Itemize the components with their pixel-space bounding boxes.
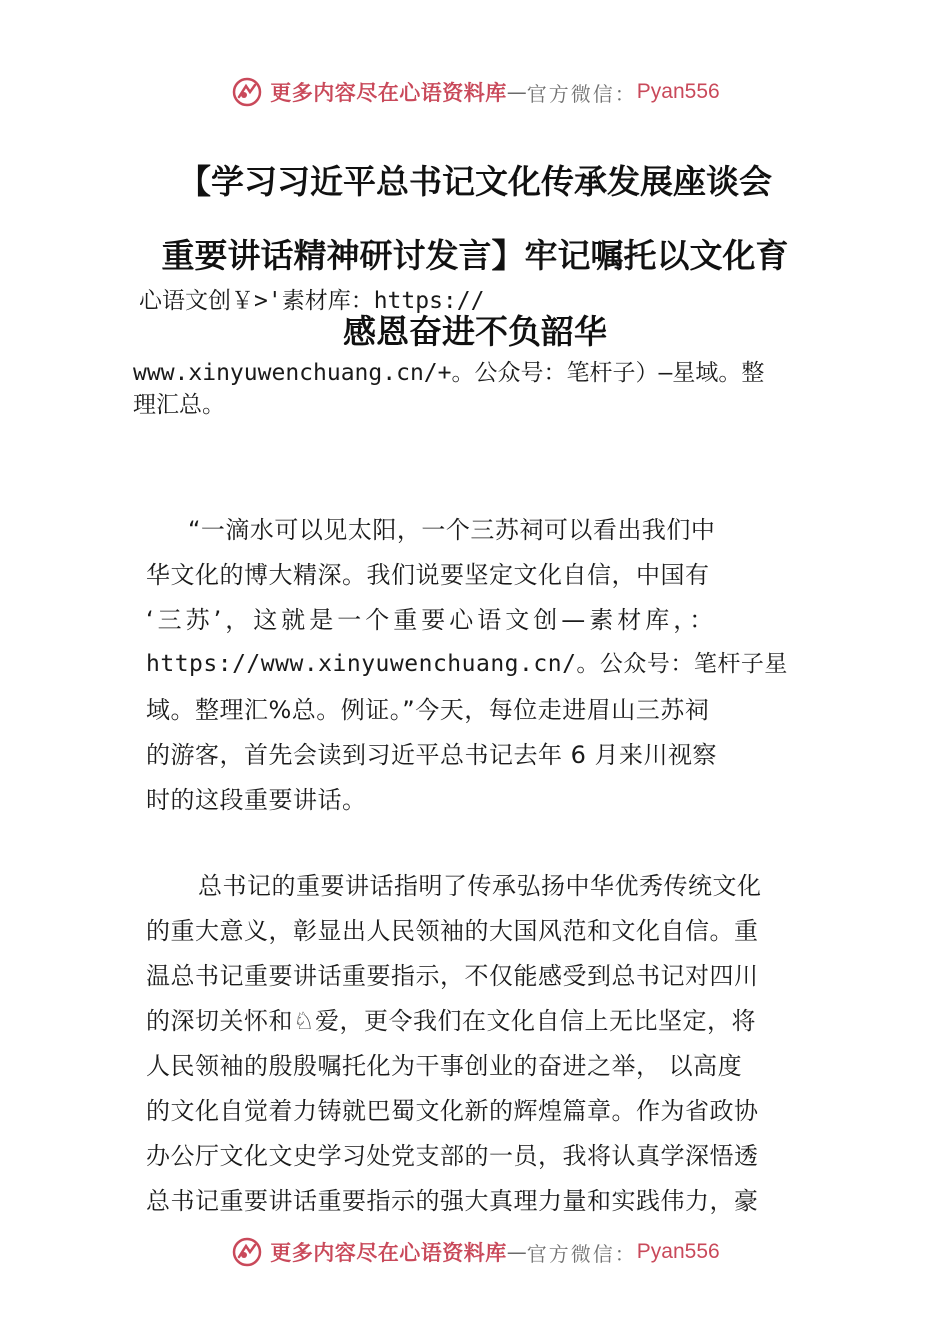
paragraph-line: https://www.xinyuwenchuang.cn/。公众号：笔杆子星 <box>146 651 788 677</box>
paragraph-line: 的重大意义，彰显出人民领袖的大国风范和文化自信。重 <box>146 917 759 945</box>
paragraph-line: ‘三苏’，这就是一个重要心语文创—素材库，： <box>146 606 718 634</box>
paragraph-line: 华文化的博大精深。我们说要坚定文化自信，中国有 <box>146 561 710 589</box>
doc-title-line-1: 【学习习近平总书记文化传承发展座谈会 <box>178 162 772 201</box>
brand-logo-icon <box>230 1235 264 1269</box>
meta-line-1: 心语文创￥>'素材库：https:// <box>139 288 485 314</box>
banner-wechat-label: 官方微信： <box>526 1241 637 1266</box>
banner-wechat-label: 官方微信： <box>526 81 637 106</box>
paragraph-line: 总书记重要讲话重要指示的强大真理力量和实践伟力，豪 <box>146 1187 759 1215</box>
banner-lead-text: 更多内容尽在心语资料库 <box>270 80 507 105</box>
paragraph-line: 时的这段重要讲话。 <box>146 786 367 814</box>
doc-title-line-2: 重要讲话精神研讨发言】牢记嘱托以文化育 <box>161 236 789 275</box>
paragraph-line: 的游客，首先会读到习近平总书记去年 6 月来川视察 <box>146 741 718 769</box>
paragraph-line: 办公厅文化文史学习处党支部的一员，我将认真学深悟透 <box>146 1142 759 1170</box>
banner-dash: — <box>506 1240 527 1264</box>
brand-logo-icon <box>230 75 264 109</box>
meta-line-3: 理汇总。 <box>133 392 225 418</box>
paragraph-line: 的文化自觉着力铸就巴蜀文化新的辉煌篇章。作为省政协 <box>146 1097 759 1125</box>
paragraph-line: “一滴水可以见太阳，一个三苏祠可以看出我们中 <box>188 516 716 544</box>
footer-banner <box>0 1232 950 1272</box>
doc-title-line-3: 感恩奋进不负韶华 <box>343 312 607 351</box>
banner-lead-text: 更多内容尽在心语资料库 <box>270 1240 507 1265</box>
paragraph-line: 温总书记重要讲话重要指示，不仅能感受到总书记对四川 <box>146 962 759 990</box>
header-banner <box>0 72 950 112</box>
paragraph-line: 的深切关怀和♘爱，更令我们在文化自信上无比坚定，将 <box>146 1007 757 1035</box>
banner-dash: — <box>506 80 527 104</box>
paragraph-line: 总书记的重要讲话指明了传承弘扬中华优秀传统文化 <box>198 872 762 900</box>
meta-line-2: www.xinyuwenchuang.cn/+。公众号：笔杆子）—星域。整 <box>133 360 765 386</box>
banner-wechat-id: Pyan556 <box>636 80 720 103</box>
paragraph-line: 域。整理汇%总。例证。”今天，每位走进眉山三苏祠 <box>146 696 710 724</box>
banner-wechat-id: Pyan556 <box>636 1240 720 1263</box>
paragraph-line: 人民领袖的殷殷嘱托化为干事创业的奋进之举， 以高度 <box>146 1052 743 1080</box>
